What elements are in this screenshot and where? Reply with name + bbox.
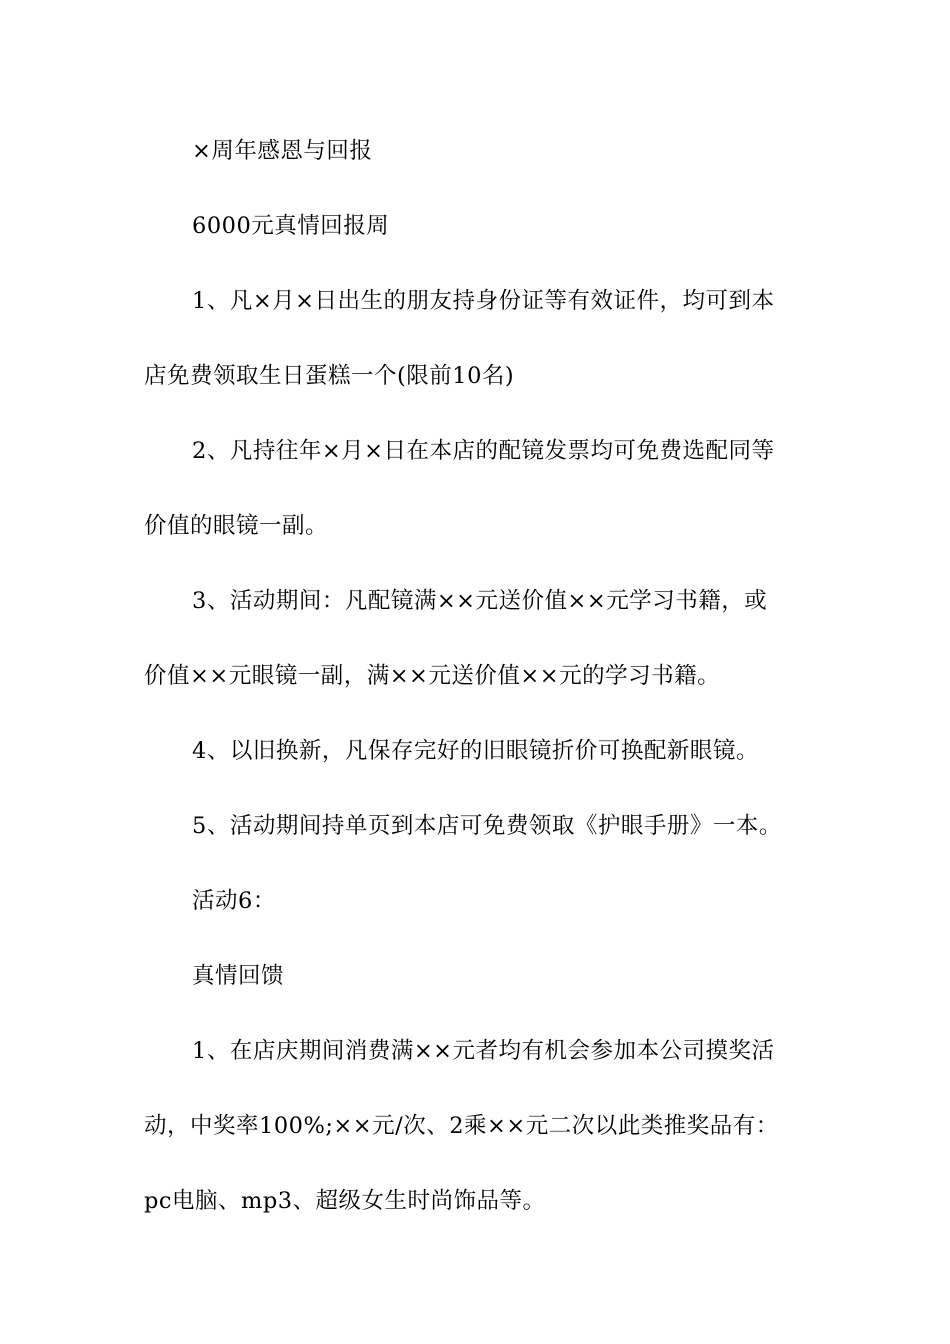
item-2-line-1: 2、凡持往年×月×日在本店的配镜发票均可免费选配同等 — [192, 438, 775, 464]
feedback-item-1-line-1: 1、在店庆期间消费满××元者均有机会参加本公司摸奖活 — [192, 1038, 775, 1064]
item-5: 5、活动期间持单页到本店可免费领取《护眼手册》一本。 — [192, 813, 782, 839]
feedback-item-1-line-2: 动，中奖率100%;××元/次、2乘××元二次以此类推奖品有： — [144, 1113, 779, 1139]
item-3-line-1: 3、活动期间：凡配镜满××元送价值××元学习书籍，或 — [192, 588, 768, 614]
heading-feedback: 真情回馈 — [192, 963, 285, 989]
item-1-line-2: 店免费领取生日蛋糕一个(限前10名) — [144, 363, 515, 389]
heading-anniversary: ×周年感恩与回报 — [192, 138, 373, 164]
item-2-line-2: 价值的眼镜一副。 — [144, 513, 329, 539]
feedback-item-1-line-3: pc电脑、mp3、超级女生时尚饰品等。 — [144, 1188, 546, 1214]
heading-activity-6: 活动6： — [192, 888, 276, 914]
item-4: 4、以旧换新，凡保存完好的旧眼镜折价可换配新眼镜。 — [192, 738, 759, 764]
heading-return-week: 6000元真情回报周 — [192, 213, 390, 239]
item-3-line-2: 价值××元眼镜一副，满××元送价值××元的学习书籍。 — [144, 663, 721, 689]
item-1-line-1: 1、凡×月×日出生的朋友持身份证等有效证件，均可到本 — [192, 288, 775, 314]
